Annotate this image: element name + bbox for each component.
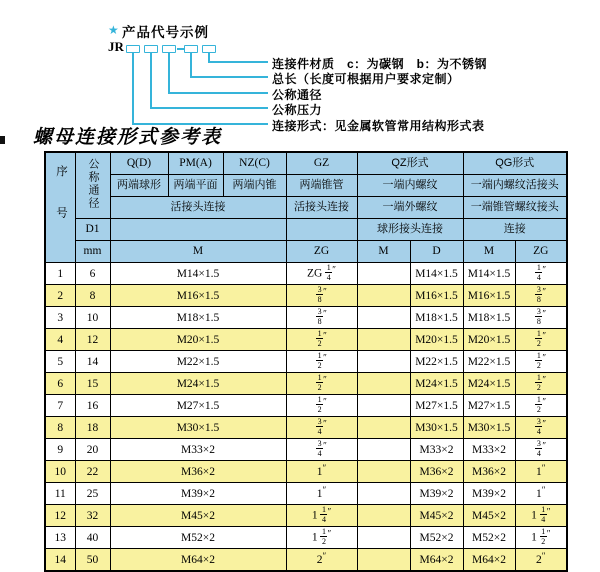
cell-qz-m (357, 461, 410, 483)
connector-line (150, 52, 152, 108)
cell-dn: 10 (75, 307, 110, 329)
cell-seq: 5 (45, 351, 75, 373)
header-q-sub: 两端球形 (110, 175, 168, 197)
cell-qg-m: M52×2 (463, 527, 515, 549)
header-col-gz: GZ (286, 152, 357, 175)
table-row (45, 351, 567, 373)
cell-qz-d: M36×2 (410, 461, 463, 483)
header-qg-m: M (463, 241, 515, 263)
cell-m: M20×1.5 (110, 329, 286, 351)
cell-dn: 50 (75, 549, 110, 572)
header-col-nz: NZ(C) (223, 152, 286, 175)
cell-m: M30×1.5 (110, 417, 286, 439)
header-empty-left (110, 219, 286, 241)
cell-qg-zg: $\frac{1}{2}$ ″ (515, 395, 567, 417)
connector-line (132, 52, 134, 124)
cell-qg-m: M64×2 (463, 549, 515, 572)
header-col-qz: QZ形式 (357, 152, 463, 175)
cell-qg-zg: $\frac{1}{4}$ ″ (515, 263, 567, 285)
connector-line (208, 61, 268, 63)
cell-dn: 32 (75, 505, 110, 527)
cell-qg-zg: 1″ (515, 483, 567, 505)
table-header (45, 152, 567, 263)
cell-qz-d: M45×2 (410, 505, 463, 527)
diagram-label-length: 总长（长度可根据用户要求定制） (272, 72, 460, 86)
diagram-label-connection: 连接形式：见金属软管常用结构形式表 (272, 119, 485, 133)
cell-gz-zg: 1″ (286, 483, 357, 505)
cell-qg-m: M36×2 (463, 461, 515, 483)
cell-qg-m: M20×1.5 (463, 329, 515, 351)
cell-qz-d: M24×1.5 (410, 373, 463, 395)
cell-m: M24×1.5 (110, 373, 286, 395)
header-qz-sub2: 一端外螺纹 (357, 197, 463, 219)
header-qz-m: M (357, 241, 410, 263)
cell-qg-zg: 2″ (515, 549, 567, 572)
cell-dn: 14 (75, 351, 110, 373)
header-union-connection: 活接头连接 (110, 197, 286, 219)
cell-qg-zg: $\frac{1}{2}$ ″ (515, 373, 567, 395)
cell-seq: 4 (45, 329, 75, 351)
table-row (45, 461, 567, 483)
cell-qg-m: M39×2 (463, 483, 515, 505)
cell-gz-zg: $\frac{1}{2}$ ″ (286, 395, 357, 417)
table-row (45, 373, 567, 395)
cell-gz-zg: 1 $\frac{1}{4}$ ″ (286, 505, 357, 527)
cell-dn: 25 (75, 483, 110, 505)
cell-qz-d: M64×2 (410, 549, 463, 572)
header-d1: D1 (75, 219, 110, 241)
cell-seq: 13 (45, 527, 75, 549)
cell-qg-m: M14×1.5 (463, 263, 515, 285)
cell-qg-zg: 1″ (515, 461, 567, 483)
cell-m: M39×2 (110, 483, 286, 505)
header-zg-unit: ZG (286, 241, 357, 263)
cell-qz-m (357, 285, 410, 307)
cell-qg-m: M18×1.5 (463, 307, 515, 329)
cell-seq: 1 (45, 263, 75, 285)
cell-qz-m (357, 263, 410, 285)
cell-seq: 3 (45, 307, 75, 329)
cell-gz-zg: 1 $\frac{1}{2}$ ″ (286, 527, 357, 549)
header-m-unit: M (110, 241, 286, 263)
cell-qz-d: M27×1.5 (410, 395, 463, 417)
cell-qg-m: M16×1.5 (463, 285, 515, 307)
table-row (45, 483, 567, 505)
cell-qz-d: M14×1.5 (410, 263, 463, 285)
table-row (45, 505, 567, 527)
cell-m: M22×1.5 (110, 351, 286, 373)
cell-m: M27×1.5 (110, 395, 286, 417)
cell-qz-d: M20×1.5 (410, 329, 463, 351)
cell-qg-m: M30×1.5 (463, 417, 515, 439)
cell-m: M18×1.5 (110, 307, 286, 329)
header-qg-sub3: 连接 (463, 219, 567, 241)
cell-qg-m: M33×2 (463, 439, 515, 461)
cell-dn: 12 (75, 329, 110, 351)
cell-qg-m: M27×1.5 (463, 395, 515, 417)
header-gz-union: 活接头连接 (286, 197, 357, 219)
cell-qg-zg: $\frac{3}{4}$ ″ (515, 439, 567, 461)
cell-qg-zg: $\frac{1}{2}$ ″ (515, 329, 567, 351)
cell-qz-m (357, 351, 410, 373)
cell-gz-zg: $\frac{3}{8}$ ″ (286, 307, 357, 329)
cell-m: M14×1.5 (110, 263, 286, 285)
cell-dn: 40 (75, 527, 110, 549)
header-col-q: Q(D) (110, 152, 168, 175)
cell-qg-zg: $\frac{3}{8}$ ″ (515, 285, 567, 307)
nut-connection-reference-table (44, 151, 568, 572)
page-edge-mark (0, 136, 5, 144)
table-row (45, 527, 567, 549)
header-empty-gz (286, 219, 357, 241)
cell-dn: 15 (75, 373, 110, 395)
cell-seq: 7 (45, 395, 75, 417)
cell-gz-zg: 1″ (286, 461, 357, 483)
cell-dn: 6 (75, 263, 110, 285)
cell-m: M64×2 (110, 549, 286, 572)
cell-dn: 16 (75, 395, 110, 417)
cell-seq: 9 (45, 439, 75, 461)
connector-line (150, 107, 268, 109)
cell-gz-zg: 2″ (286, 549, 357, 572)
header-qz-sub1: 一端内螺纹 (357, 175, 463, 197)
cell-qg-m: M45×2 (463, 505, 515, 527)
table-row (45, 549, 567, 572)
table-title: 螺母连接形式参考表 (33, 126, 223, 148)
cell-qz-d: M22×1.5 (410, 351, 463, 373)
cell-qz-m (357, 329, 410, 351)
header-qg-sub1: 一端内螺纹活接头 (463, 175, 567, 197)
cell-gz-zg: $\frac{1}{2}$ ″ (286, 329, 357, 351)
header-col-qg: QG形式 (463, 152, 567, 175)
header-qz-sub3: 球形接头连接 (357, 219, 463, 241)
cell-qz-m (357, 439, 410, 461)
diagram-label-diameter: 公称通径 (272, 88, 323, 102)
table-row (45, 329, 567, 351)
cell-qz-d: M30×1.5 (410, 417, 463, 439)
cell-seq: 14 (45, 549, 75, 572)
header-qz-d: D (410, 241, 463, 263)
table-body (45, 263, 567, 572)
table-row (45, 263, 567, 285)
header-seq: 序号 (45, 152, 75, 263)
header-pm-sub: 两端平面 (168, 175, 223, 197)
cell-qz-d: M18×1.5 (410, 307, 463, 329)
cell-m: M45×2 (110, 505, 286, 527)
cell-qg-m: M24×1.5 (463, 373, 515, 395)
cell-qg-zg: $\frac{1}{2}$ ″ (515, 351, 567, 373)
cell-m: M16×1.5 (110, 285, 286, 307)
cell-qz-m (357, 373, 410, 395)
cell-qz-m (357, 483, 410, 505)
cell-seq: 8 (45, 417, 75, 439)
cell-qg-zg: 1 $\frac{1}{4}$ ″ (515, 505, 567, 527)
table-row (45, 285, 567, 307)
cell-qz-m (357, 505, 410, 527)
table-row (45, 307, 567, 329)
header-gz-sub: 两端锥管 (286, 175, 357, 197)
cell-qz-m (357, 307, 410, 329)
cell-dn: 18 (75, 417, 110, 439)
diagram-label-pressure: 公称压力 (272, 103, 323, 117)
cell-qz-d: M33×2 (410, 439, 463, 461)
cell-qz-m (357, 527, 410, 549)
cell-qz-d: M52×2 (410, 527, 463, 549)
cell-gz-zg: ZG $\frac{1}{4}$ ″ (286, 263, 357, 285)
header-dn: 公称通径 (75, 152, 110, 219)
cell-seq: 12 (45, 505, 75, 527)
cell-seq: 10 (45, 461, 75, 483)
cell-m: M36×2 (110, 461, 286, 483)
cell-qz-m (357, 417, 410, 439)
header-nz-sub: 两端内锥 (223, 175, 286, 197)
connector-line (168, 92, 268, 94)
header-col-pm: PM(A) (168, 152, 223, 175)
cell-m: M52×2 (110, 527, 286, 549)
diagram-label-material: 连接件材质 c：为碳钢 b：为不锈钢 (272, 57, 488, 71)
diagram-title: 产品代号示例 (122, 25, 209, 40)
cell-qz-d: M16×1.5 (410, 285, 463, 307)
cell-dn: 20 (75, 439, 110, 461)
cell-dn: 22 (75, 461, 110, 483)
cell-gz-zg: $\frac{3}{4}$ ″ (286, 439, 357, 461)
table-row (45, 417, 567, 439)
cell-qg-zg: 1 $\frac{1}{2}$ ″ (515, 527, 567, 549)
connector-line (190, 52, 192, 77)
code-prefix: JR (108, 39, 124, 54)
cell-gz-zg: $\frac{1}{2}$ ″ (286, 351, 357, 373)
cell-gz-zg: $\frac{1}{2}$ ″ (286, 373, 357, 395)
connector-line (190, 76, 268, 78)
cell-gz-zg: $\frac{3}{4}$ ″ (286, 417, 357, 439)
connector-line (168, 52, 170, 93)
table-row (45, 395, 567, 417)
star-icon: ★ (108, 23, 119, 37)
cell-seq: 11 (45, 483, 75, 505)
cell-qz-d: M39×2 (410, 483, 463, 505)
cell-qz-m (357, 549, 410, 572)
header-qg-sub2: 一端锥管螺纹接头 (463, 197, 567, 219)
cell-seq: 2 (45, 285, 75, 307)
cell-qg-zg: $\frac{3}{4}$ ″ (515, 417, 567, 439)
header-qg-zg: ZG (515, 241, 567, 263)
cell-dn: 8 (75, 285, 110, 307)
table-row (45, 439, 567, 461)
cell-qg-zg: $\frac{3}{8}$ ″ (515, 307, 567, 329)
cell-qg-m: M22×1.5 (463, 351, 515, 373)
code-dash (177, 48, 184, 50)
cell-gz-zg: $\frac{3}{8}$ ″ (286, 285, 357, 307)
cell-m: M33×2 (110, 439, 286, 461)
cell-seq: 6 (45, 373, 75, 395)
cell-qz-m (357, 395, 410, 417)
header-mm: mm (75, 241, 110, 263)
